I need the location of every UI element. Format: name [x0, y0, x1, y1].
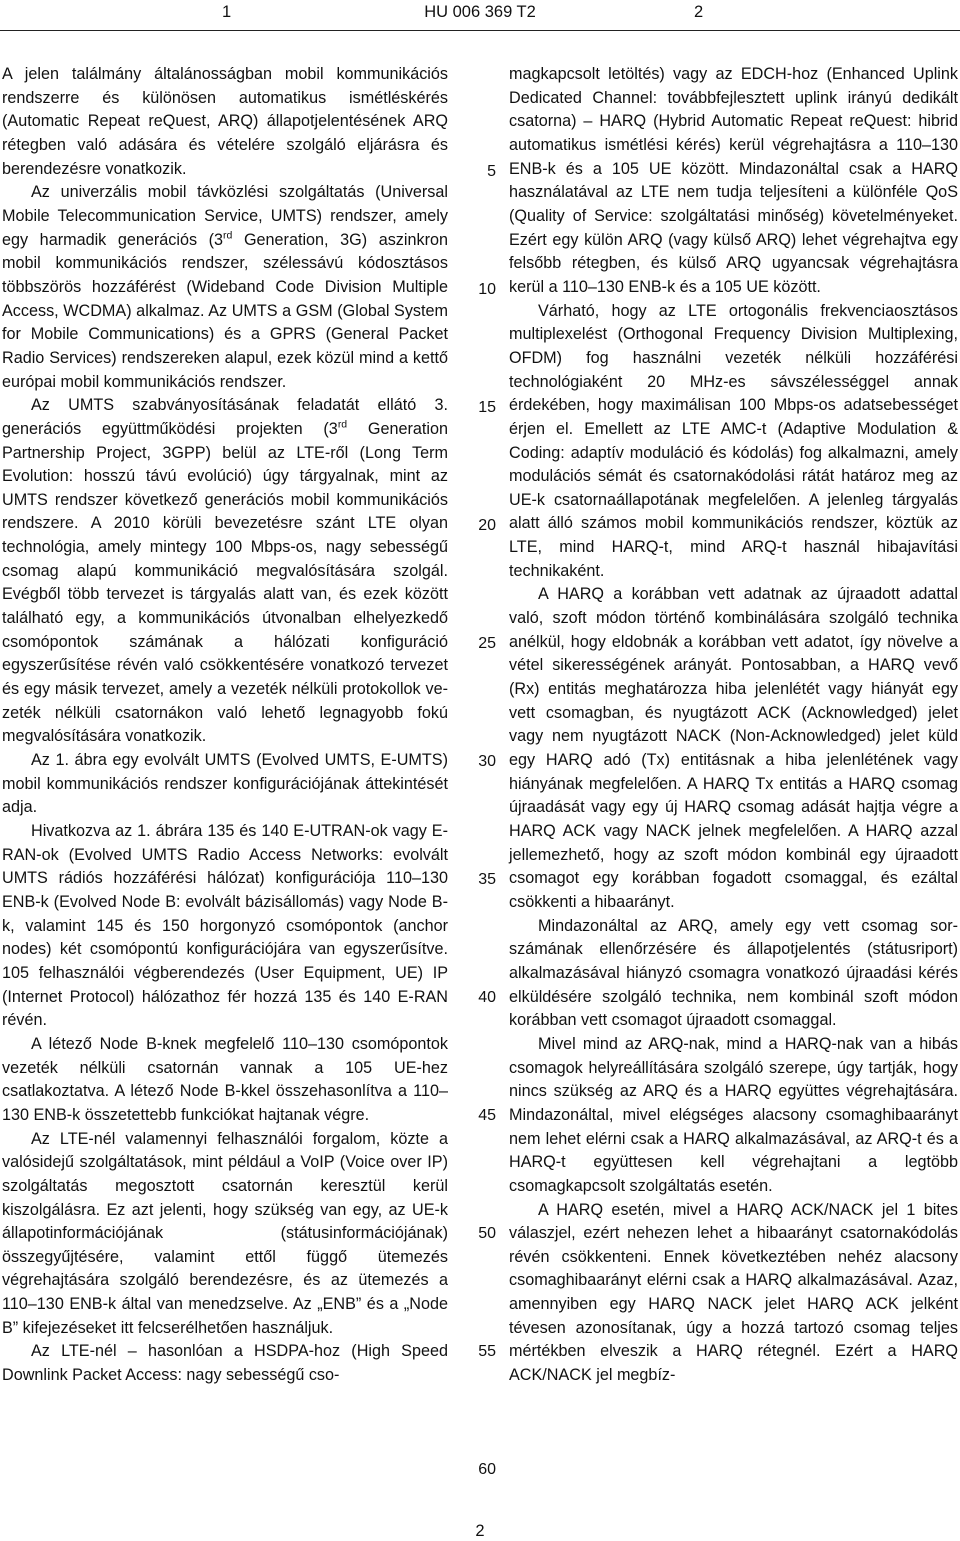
paragraph: Mivel mind az ARQ-nak, mind a HARQ-nak van a hibás csomagok helyreállítására szolgáló szerepe, úgy tartják, hogy nincs szükség az ARQ és a HARQ együttes végrehajtására. Mindazonáltal, mivel elégséges alacsony csomaghibaarányt nem lehet elérni csak a HARQ alkalmazásával, az ARQ-t és a HARQ-t együttesen kell végrehajtani a legtöbb csomagkapcsolt szolgáltatás esetén. [509, 1034, 958, 1195]
left-page-number: 1 [222, 3, 232, 21]
paragraph: Az univerzális mobil távközlési szolgáltatás (Universal Mobile Telecommunication Service, UMTS) rendszer, amely egy harmadik generációs (3rd Generation, 3G) aszinkron mobil kommunikációs rendszer, szélessávú kódosztásos többszörös hozzáférést (Wideband Code Division Multiple Access, WCDMA) alkalmaz. Az UMTS a GSM (Global System for Mobile Communications) és a GPRS (General Packet Radio Services) rendszereken alapul, ezek közül mind a kettő európai mobil kommunikációs rendszer. [2, 183, 448, 391]
line-number: 15 [478, 399, 496, 416]
paragraph: Mindazonáltal az ARQ, amely egy vett csomag sorszámának ellenőrzésére és állapotjelentés (státusriport) alkalmazásával hiányzó csomagra vonatkozó újraadási kérés elküldésére szolgáló technika, nem kombinál szoft módon korábban vett csomagot újraadott csomaggal. [509, 916, 958, 1030]
line-number: 45 [478, 1107, 496, 1124]
line-number: 10 [478, 281, 496, 298]
header-rule [0, 30, 960, 31]
line-number: 30 [478, 753, 496, 770]
paragraph: A HARQ esetén, mivel a HARQ ACK/NACK jel 1 bites válaszjel, ezért nehezen lehet a hibaarányt csatornakódolás révén csökkenteni. Ennek következtében nehéz alacsony csomaghibaarányt elérni csak a HARQ alkalmazásával. Azaz, amennyiben egy HARQ NACK jelet HARQ ACK jelként tévesen azonosítanak, úgy a hozzá tartozó csomag teljes mértékben elveszik a HARQ rétegnél. Ezért a HARQ ACK/NACK jel megbíz- [509, 1200, 958, 1385]
paragraph: Az UMTS szabványosításának feladatát ellátó 3. generációs együttműködési projekten (3rd Generation Partnership Project, 3GPP) belül az LTE-ről (Long Term Evolution: hosszú távú evolúció) úgy tárgyalnak, mint az UMTS rendszer következő generációs mobil kommunikációs rendszere. A 2010 körüli bevezetésre szánt LTE olyan technológia, amely mintegy 100 Mbps-os, nagy sebességű csomag alapú kommunikáció megvalósítására szolgál. Evégből több tervezet is tárgyalás alatt van, és ezek között található egy, a kommunikációs útvonalban elhelyezkedő csomópontok számának a hálózati konfiguráció egyszerűsítése révén való csökkentésére vonatkozó tervezet és egy másik tervezet, amely a vezeték nélküli protokollok vezeték nélküli csatornákon való lehető legnagyobb fokú megvalósítására vonatkozik. [2, 396, 448, 746]
paragraph: Az 1. ábra egy evolvált UMTS (Evolved UMTS, E-UMTS) mobil kommunikációs rendszer konfigurációjának áttekintését adja. [2, 751, 448, 817]
right-column [509, 63, 958, 1388]
paragraph: Az LTE-nél – hasonlóan a HSDPA-hoz (High Speed Downlink Packet Access: nagy sebességű cso- [2, 1342, 448, 1385]
line-number: 60 [478, 1461, 496, 1478]
line-number: 40 [478, 989, 496, 1006]
line-number: 5 [487, 163, 496, 180]
paragraph: A HARQ a korábban vett adatnak az újraadott adattal való, szoft módon történő kombinálására szolgáló technika anélkül, hogy eldobnák a korábban vett adatot, így növelve a vétel sikerességének arányát. Pontosabban, a HARQ vevő (Rx) entitás meghatározza hiba jelenlétét vagy hiányát egy vett csomagban, és nyugtázott ACK (Acknowledged) jelet vagy nem nyugtázott NACK (Non-Acknowledged) jelet küld egy HARQ adó (Tx) entitásnak a hiba jelenlétének vagy hiányának megfelelően. A HARQ Tx entitás a HARQ csomag újraadását vagy egy új HARQ csomag adását hajtja végre a HARQ ACK vagy NACK jelnek megfelelően. A HARQ azzal jellemezhető, hogy az szoft módon kombinál egy újraadott csomagot egy korábban fogadott csomaggal, és ezáltal csökkenti a hibaarányt. [509, 585, 958, 911]
document-id: HU 006 369 T2 [424, 3, 536, 21]
paragraph: A jelen találmány általánosságban mobil kommunikációs rendszerre és különösen automatikus ismétléskérés (Automatic Repeat reQuest, ARQ) állapotjelentésének ARQ rétegben való adására és vételére szolgáló eljárásra és berendezésre vonatkozik. [2, 65, 448, 178]
paragraph: magkapcsolt letöltés) vagy az EDCH-hoz (Enhanced Uplink Dedicated Channel: továbbfejlesztett uplink irányú dedikált csatorna) – HARQ (Hybrid Automatic Repeat reQuest: hibrid automatikus ismétlési kérés) kerül végrehajtásra a 110–130 ENB-k és a 105 UE között. Mindazonáltal csak a HARQ használatával az LTE nem tudja teljesíteni a különféle QoS (Quality of Service: szolgáltatási minőség) követelményeket. Ezért egy külön ARQ (vagy külső ARQ) lehet végrehajtva egy felsőbb rétegben, és külső ARQ ugyancsak végrehajtásra kerül a 110–130 ENB-k és a 105 UE között. [509, 65, 958, 296]
line-number: 55 [478, 1343, 496, 1360]
right-page-number: 2 [694, 3, 704, 21]
paragraph: A létező Node B-knek megfelelő 110–130 csomópontok vezeték nélküli csatornán vannak a 105 UE-hez csatlakoztatva. A létező Node B-kkel összehasonlítva a 110–130 ENB-k összetettebb funkciókat hajtanak végre. [2, 1034, 448, 1124]
line-number: 25 [478, 635, 496, 652]
paragraph: Hivatkozva az 1. ábrára 135 és 140 E-UTRAN-ok vagy E-RAN-ok (Evolved UMTS Radio Access Networks: evolvált UMTS rádiós hozzáférési hálózat) konfigurációja 110–130 ENB-k (Evolved Node B: evolvált bázisállomás) vagy Node B-k, valamint 145 és 150 horgonyzó csomópontok (anchor nodes) két csomópontú konfigurációjára van egyszerűsítve. 105 felhasználói végberendezés (User Equipment, UE) IP (Internet Protocol) hálózathoz fér hozzá 135 és 140 E-RAN révén. [2, 822, 448, 1030]
paragraph: Az LTE-nél valamennyi felhasználói forgalom, közte a valósidejű szolgáltatások, mint például a VoIP (Voice over IP) szolgáltatás megosztott csatornán keresztül kerül kiszolgálásra. Ez azt jelenti, hogy szükség van egy, az UE-k állapotinformációjának (státusinformációjának) összegyűjtésére, valamint ettől függő ütemezés végrehajtására szolgáló berendezésre, és az ütemezés a 110–130 ENB-k által van menedzselve. Az „ENB” és a „Node B” kifejezéseket itt felcserélhetően használjuk. [2, 1129, 448, 1337]
line-number: 50 [478, 1225, 496, 1242]
left-column [2, 63, 448, 1388]
line-number: 20 [478, 517, 496, 534]
paragraph: Várható, hogy az LTE ortogonális frekvenciaosztásos multiplexelést (Orthogonal Frequency Division Multiplexing, OFDM) fog használni vezeték nélküli hozzáférési technológiaként 20 MHz-es sávszélességgel annak érdekében, hogy maximálisan 100 Mbps-os adatsebességet érjen el. Emellett az LTE AMC-t (Adaptive Modulation & Coding: adaptív moduláció és kódolás) fog alkalmazni, amely modulációs sémát és csatornakódolási rátát határoz meg az UE-k csatornaállapotának megfelelően. A jelenleg tárgyalás alatt álló számos mobil kommunikációs rendszer, köztük az LTE, mind HARQ-t, mind ARQ-t használ hibajavítási technikaként. [509, 301, 958, 580]
page-number: 2 [475, 1522, 485, 1540]
line-number: 35 [478, 871, 496, 888]
